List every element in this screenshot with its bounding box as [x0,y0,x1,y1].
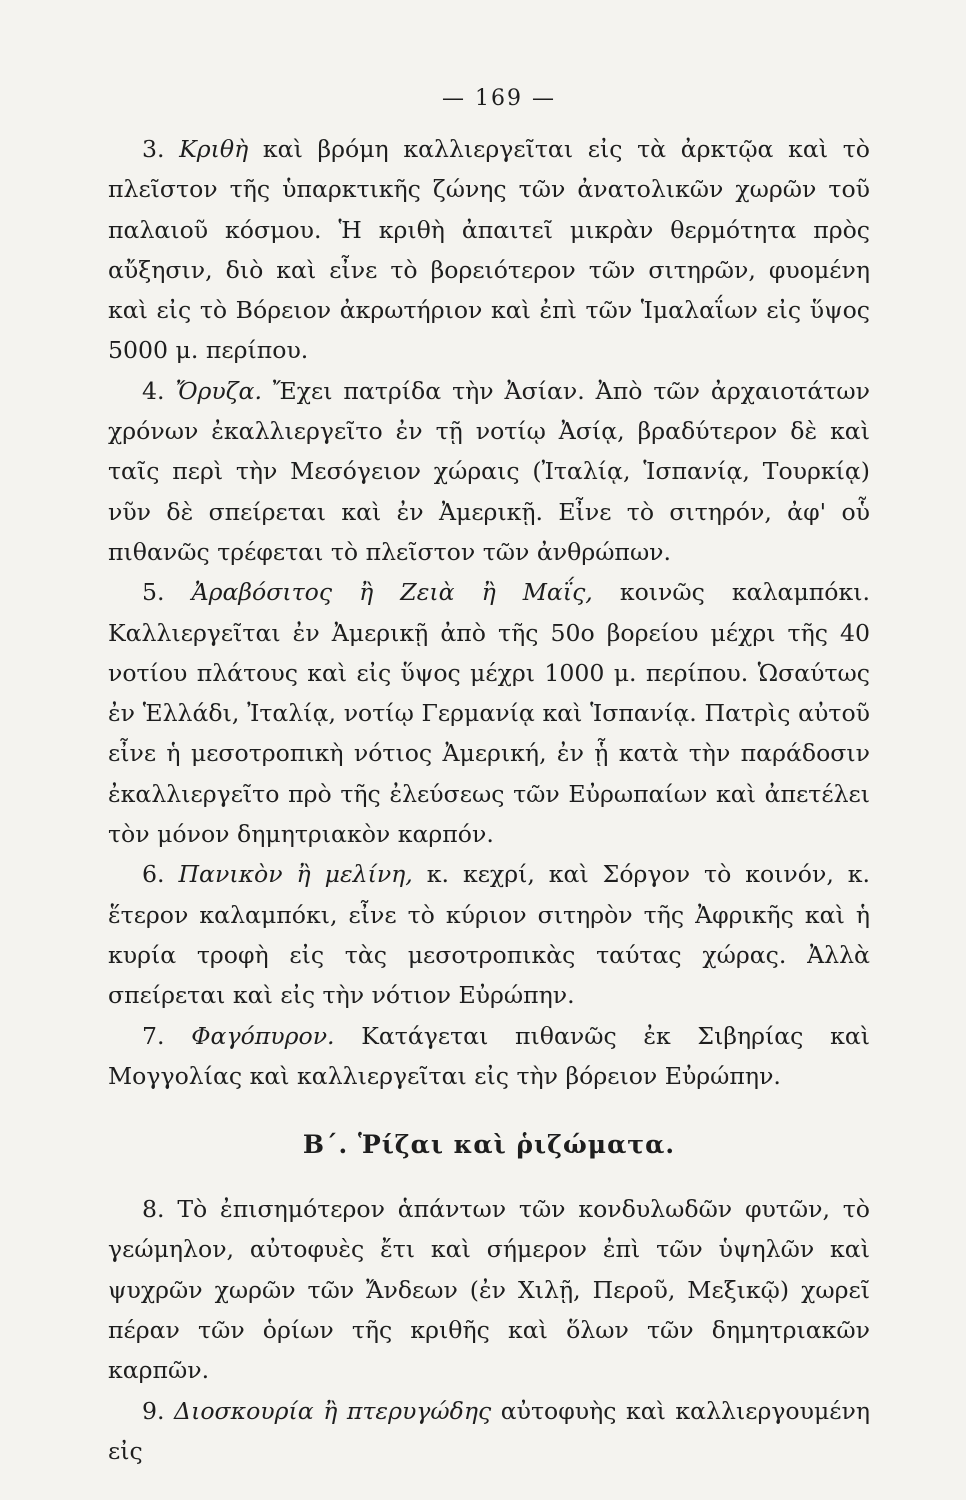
item-text: κ. κεχρί, καὶ Σόργον τὸ κοινόν, κ. ἕτερον καλαμπόκι, εἶνε τὸ κύριον σιτηρὸν τῆς Ἀφρικῆς καὶ ἡ κυρία τροφὴ εἰς τὰς μεσοτροπικὰς ταύτας χώρας. Ἀλλὰ σπείρεται καὶ εἰς τὴν νότιον Εὐρώπην. [108,860,871,1010]
item-number: 8. [142,1195,165,1224]
item-text: αὐτοφυὴς καὶ καλλιεργουμένη εἰς [108,1396,870,1465]
item-text: καὶ βρόμη καλλιεργεῖται εἰς τὰ ἀρκτῷα καὶ τὸ πλεῖστον τῆς ὑπαρκτικῆς ζώνης τῶν ἀνατολικῶν χωρῶν τοῦ παλαιοῦ κόσμου. Ἡ κριθὴ ἀπαιτεῖ μικρὰν θερμότητα πρὸς αὔξησιν, διὸ καὶ εἶνε τὸ βορειότερον τῶν σιτηρῶν, φυομένη καὶ εἰς τὸ Βόρειον ἀκρωτήριον καὶ ἐπὶ τῶν Ἱμαλαΐων εἰς ὕψος 5000 μ. περίπου. [108,135,870,365]
item-term: Ὄρυζα. [175,376,262,405]
item-term: Διοσκουρία ἢ πτερυγώδης [174,1396,492,1425]
item-text: Κατάγεται πιθανῶς ἐκ Σιβηρίας καὶ Μογγολίας καὶ καλλιεργεῖται εἰς τὴν βόρειον Εὐρώπην. [108,1021,870,1090]
section-heading: Β΄. Ῥίζαι καὶ ῥιζώματα. [302,1130,676,1160]
item-text: Ἔχει πατρίδα τὴν Ἀσίαν. Ἀπὸ τῶν ἀρχαιοτάτων χρόνων ἐκαλλιεργεῖτο ἐν τῇ νοτίῳ Ἀσίᾳ, βραδύτερον δὲ καὶ ταῖς περὶ τὴν Μεσόγειον χώραις (Ἰταλίᾳ, Ἱσπανίᾳ, Τουρκίᾳ) νῦν δὲ σπείρεται καὶ ἐν Ἀμερικῇ. Εἶνε τὸ σιτηρόν, ἀφ' οὗ πιθανῶς τρέφεται τὸ πλεῖστον τῶν ἀνθρώπων. [108,376,870,566]
page-number: — 169 — [442,86,556,111]
item-number: 9. [142,1396,165,1425]
item-text: κοινῶς καλαμπόκι. Καλλιεργεῖται ἐν Ἀμερικῇ ἀπὸ τῆς 50ο βορείου μέχρι τῆς 40 νοτίου πλάτους καὶ εἰς ὕψος μέχρι 1000 μ. περίπου. Ὡσαύτως ἐν Ἑλλάδι, Ἰταλίᾳ, νοτίῳ Γερμανίᾳ καὶ Ἱσπανίᾳ. Πατρὶς αὐτοῦ εἶνε ἡ μεσοτροπικὴ νότιος Ἀμερική, ἐν ᾗ κατὰ τὴν παράδοσιν ἐκαλλιεργεῖτο πρὸ τῆς ἐλεύσεως τῶν Εὐρωπαίων καὶ ἀπετέλει τὸν μόνον δημητριακὸν καρπόν. [108,578,871,849]
paragraph-item-8 [108,1189,870,1390]
paragraph-item-7 [108,1016,870,1097]
paragraph-item-3 [108,129,870,371]
item-text: Τὸ ἐπισημότερον ἁπάντων τῶν κονδυλωδῶν φυτῶν, τὸ γεώμηλον, αὐτοφυὲς ἔτι καὶ σήμερον ἐπὶ τῶν ὑψηλῶν καὶ ψυχρῶν χωρῶν τῶν Ἄνδεων (ἐν Χιλῇ, Περοῦ, Μεξικῷ) χωρεῖ πέραν τῶν ὁρίων τῆς κριθῆς καὶ ὅλων τῶν δημητριακῶν καρπῶν. [108,1195,870,1385]
item-number: 7. [142,1021,165,1050]
paragraph-item-5 [108,572,870,854]
item-number: 3. [142,135,165,163]
paragraph-item-4 [108,371,870,572]
item-number: 4. [142,376,165,405]
paragraph-item-9 [108,1391,870,1472]
item-term: Πανικὸν ἢ μελίνη, [178,860,413,889]
item-term: Ἀραβόσιτος ἢ Ζειὰ ἢ Μαΐς, [191,578,593,607]
item-term: Φαγόπυρον. [191,1021,335,1050]
item-term: Κριθὴ [179,135,249,163]
paragraph-item-6 [108,854,870,1015]
item-number: 6. [142,860,165,889]
item-number: 5. [142,578,165,607]
